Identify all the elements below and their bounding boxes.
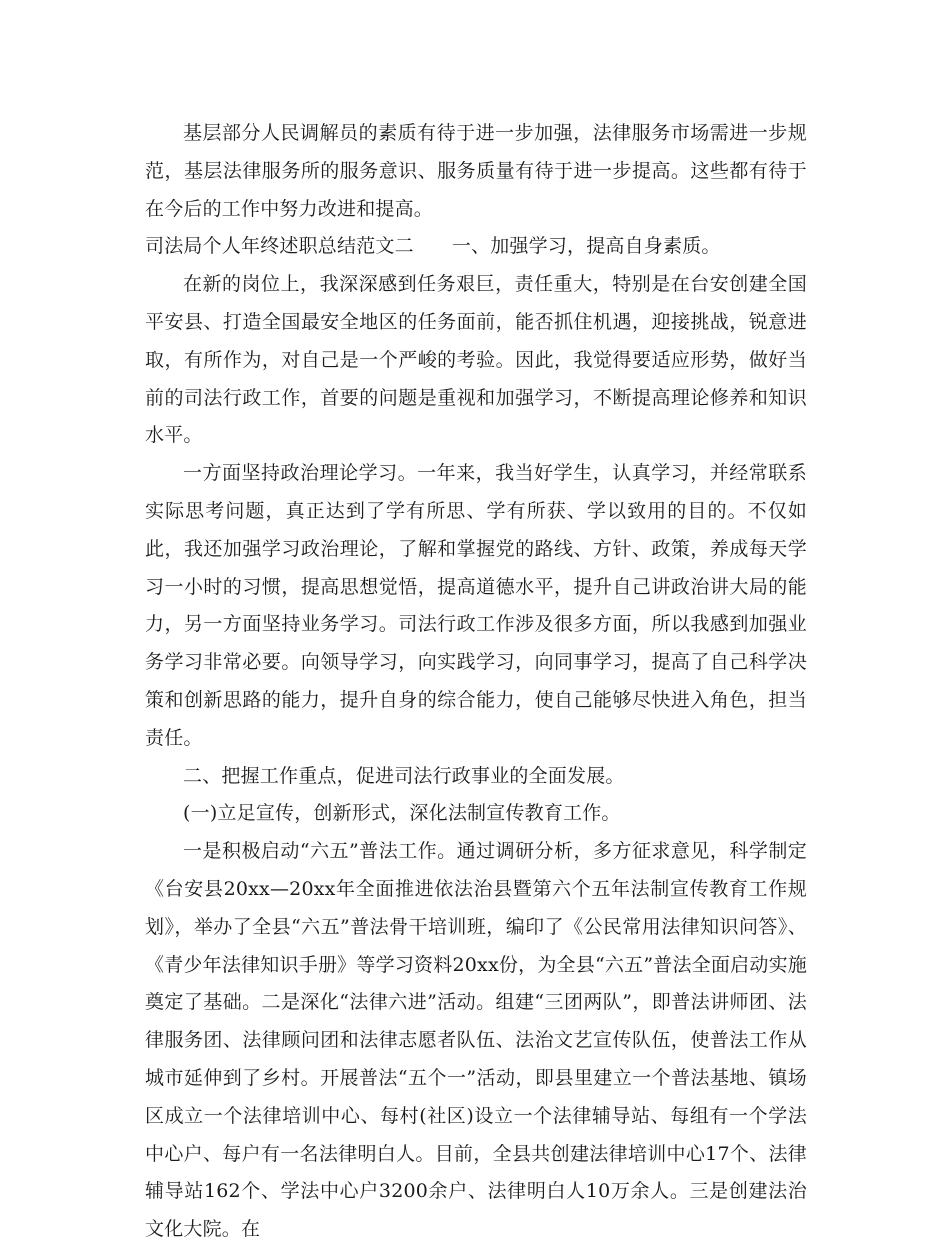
section-title-line — [145, 228, 807, 266]
paragraph-4: 二、把握工作重点，促进司法行政事业的全面发展。 — [183, 764, 625, 787]
paragraph-2: 在新的岗位上，我深深感到任务艰巨，责任重大，特别是在台安创建全国平安县、打造全国最安全地区的任务面前，能否抓住机遇，迎接挑战，锐意进取，有所作为，对自己是一个严峻的考验。因此，我觉得要适应形势，做好当前的司法行政工作，首要的问题是重视和加强学习，不断提高理论修养和知识水平。 — [145, 273, 807, 447]
document-body — [145, 115, 807, 1249]
paragraph-5: (一)立足宣传，创新形式，深化法制宣传教育工作。 — [183, 802, 621, 825]
section-heading: 一、加强学习，提高自身素质。 — [451, 235, 721, 258]
paragraph-6: 一是积极启动“六五”普法工作。通过调研分析，多方征求意见，科学制定《台安县20xx—20xx年全面推进依法治县暨第六个五年法制宣传教育工作规划》，举办了全县“六五”普法骨干培训班，编印了《公民常用法律知识问答》、《青少年法律知识手册》等学习资料20xx份，为全县“六五”普法全面启动实施奠定了基础。二是深化“法律六进”活动。组建“三团两队”，即普法讲师团、法律服务团、法律顾问团和法律志愿者队伍、法治文艺宣传队伍，使普法工作从城市延伸到了乡村。开展普法“五个一”活动，即县里建立一个普法基地、镇场区成立一个法律培训中心、每村(社区)设立一个法律辅导站、每组有一个学法中心户、每户有一名法律明白人。目前，全县共创建法律培训中心17个、法律辅导站162个、学法中心户3200余户、法律明白人10万余人。三是创建法治文化大院。在 — [145, 840, 807, 1241]
paragraph-1: 基层部分人民调解员的素质有待于进一步加强，法律服务市场需进一步规范，基层法律服务所的服务意识、服务质量有待于进一步提高。这些都有待于在今后的工作中努力改进和提高。 — [145, 122, 807, 220]
document-title: 司法局个人年终述职总结范文二 — [145, 235, 414, 258]
paragraph-3: 一方面坚持政治理论学习。一年来，我当好学生，认真学习，并经常联系实际思考问题，真正达到了学有所思、学有所获、学以致用的目的。不仅如此，我还加强学习政治理论，了解和掌握党的路线、方针、政策，养成每天学习一小时的习惯，提高思想觉悟，提高道德水平，提升自己讲政治讲大局的能力，另一方面坚持业务学习。司法行政工作涉及很多方面，所以我感到加强业务学习非常必要。向领导学习，向实践学习，向同事学习，提高了自己科学决策和创新思路的能力，提升自身的综合能力，使自己能够尽快进入角色，担当责任。 — [145, 462, 807, 749]
